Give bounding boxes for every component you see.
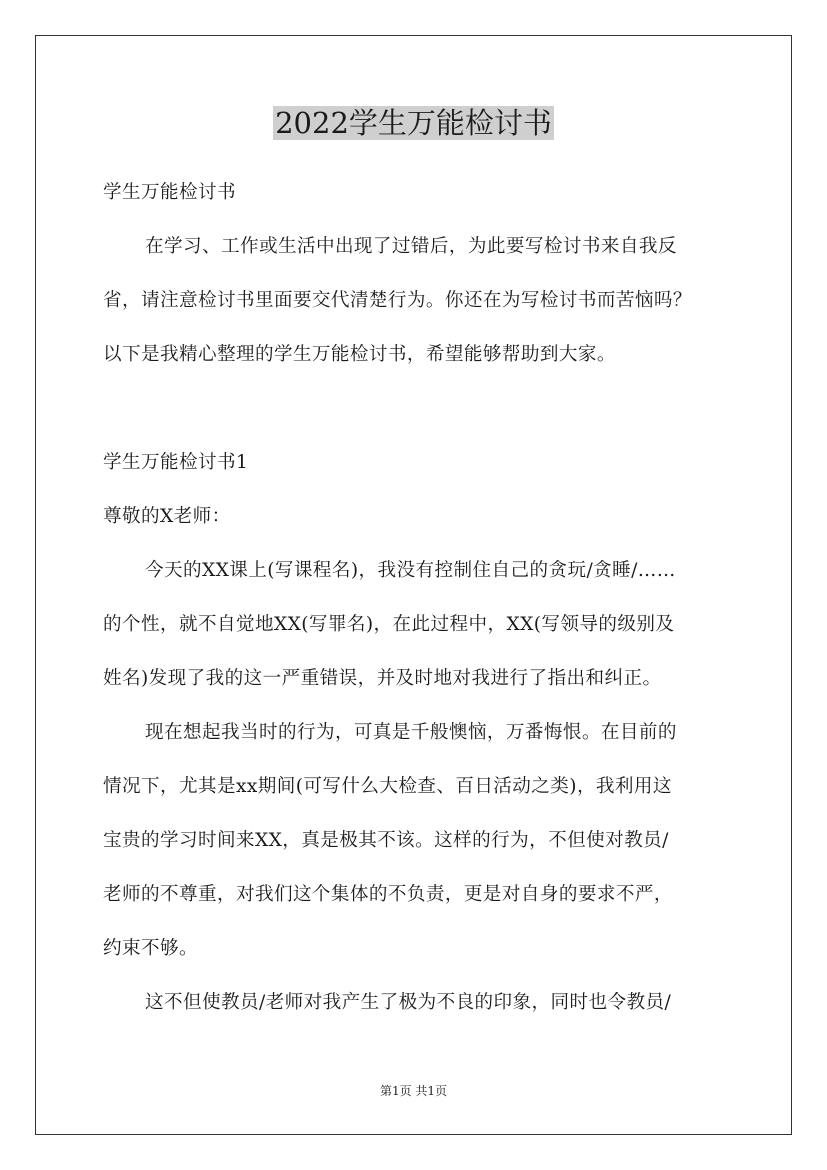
- paragraph-line: 以下是我精心整理的学生万能检讨书，希望能够帮助到大家。: [103, 344, 616, 365]
- paragraph-line: 这不但使教员/老师对我产生了极为不良的印象，同时也令教员/: [145, 992, 672, 1013]
- paragraph-line: 省，请注意检讨书里面要交代清楚行为。你还在为写检讨书而苦恼吗？: [103, 290, 692, 311]
- paragraph-line: 老师的不尊重，对我们这个集体的不负责，更是对自身的要求不严，: [103, 884, 673, 905]
- letter-heading: 学生万能检讨书1: [103, 452, 249, 473]
- paragraph-line: 姓名)发现了我的这一严重错误，并及时地对我进行了指出和纠正。: [103, 668, 662, 689]
- paragraph-line: 在学习、工作或生活中出现了过错后，为此要写检讨书来自我反: [145, 236, 677, 257]
- salutation: 尊敬的X老师：: [103, 506, 231, 527]
- paragraph-line: 约束不够。: [103, 938, 198, 959]
- paragraph-line: 今天的XX课上(写课程名)，我没有控制住自己的贪玩/贪睡/……: [145, 560, 676, 581]
- page-footer: 第1页 共1页: [379, 1084, 448, 1098]
- paragraph-line: 宝贵的学习时间来XX，真是极其不该。这样的行为，不但使对教员/: [103, 830, 669, 851]
- document-title: [0, 104, 827, 142]
- paragraph-line: 现在想起我当时的行为，可真是千般懊恼，万番悔恨。在目前的: [145, 722, 677, 743]
- paragraph-line: 的个性，就不自觉地XX(写罪名)，在此过程中，XX(写领导的级别及: [103, 614, 675, 635]
- document-title-text: 2022学生万能检讨书: [275, 106, 552, 140]
- section-heading: 学生万能检讨书: [103, 182, 236, 203]
- paragraph-line: 情况下，尤其是xx期间(可写什么大检查、百日活动之类)，我利用这: [103, 776, 672, 797]
